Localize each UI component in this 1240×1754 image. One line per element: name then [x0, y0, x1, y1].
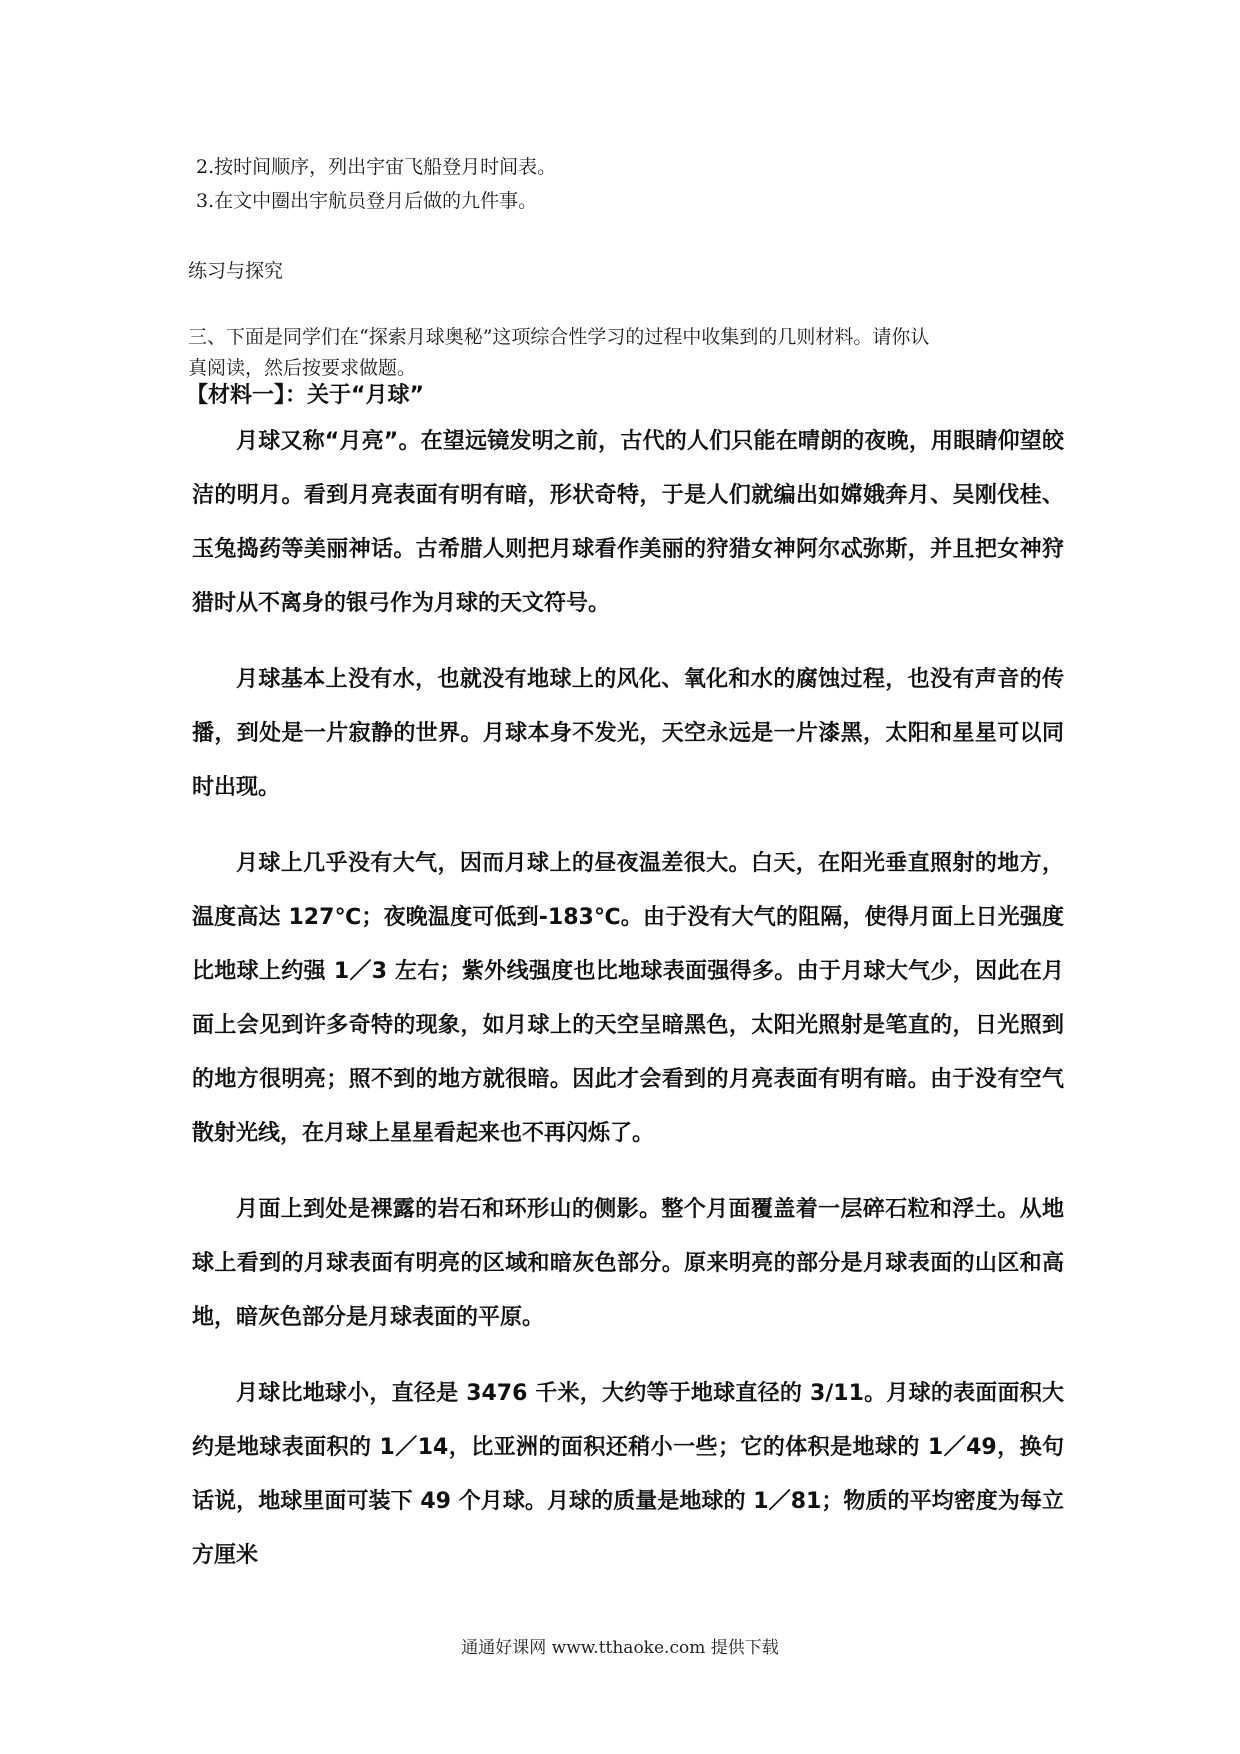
task-intro-line-1: 三、下面是同学们在“探索月球奥秘”这项综合性学习的过程中收集到的几则材料。请你认: [188, 326, 930, 348]
material-title: 【材料一】：关于“月球”: [186, 383, 424, 408]
question-2: 2.按时间顺序，列出宇宙飞船登月时间表。: [196, 156, 557, 178]
task-intro-line-2: 真阅读，然后按要求做题。: [188, 357, 417, 379]
article-body: [192, 415, 1064, 1583]
paragraph-4: 月面上到处是裸露的岩石和环形山的侧影。整个月面覆盖着一层碎石粒和浮土。从地球上看到的月球表面有明亮的区域和暗灰色部分。原来明亮的部分是月球表面的山区和高地，暗灰色部分是月球表面的平原。: [192, 1197, 1064, 1330]
section-heading: 练习与探究: [188, 260, 284, 282]
paragraph-1: 月球又称“月亮”。在望远镜发明之前，古代的人们只能在晴朗的夜晚，用眼睛仰望皎洁的明月。看到月亮表面有明有暗，形状奇特，于是人们就编出如嫦娥奔月、吴刚伐桂、玉兔捣药等美丽神话。古希腊人则把月球看作美丽的狩猎女神阿尔忒弥斯，并且把女神狩猎时从不离身的银弓作为月球的天文符号。: [192, 429, 1064, 616]
paragraph-2: 月球基本上没有水，也就没有地球上的风化、氧化和水的腐蚀过程，也没有声音的传播，到处是一片寂静的世界。月球本身不发光，天空永远是一片漆黑，太阳和星星可以同时出现。: [192, 667, 1064, 800]
footer-source: 通通好课网 www.tthaoke.com 提供下载: [461, 1638, 779, 1658]
paragraph-3: 月球上几乎没有大气，因而月球上的昼夜温差很大。白天，在阳光垂直照射的地方，温度高达 127℃；夜晚温度可低到-183℃。由于没有大气的阻隔，使得月面上日光强度比地球上约强 1／3 左右；紫外线强度也比地球表面强得多。由于月球大气少，因此在月面上会见到许多奇特的现象，如月球上的天空呈暗黑色，太阳光照射是笔直的，日光照到的地方很明亮；照不到的地方就很暗。因此才会看到的月亮表面有明有暗。由于没有空气散射光线，在月球上星星看起来也不再闪烁了。: [192, 851, 1064, 1146]
paragraph-5: 月球比地球小，直径是 3476 千米，大约等于地球直径的 3/11。月球的表面面积大约是地球表面积的 1／14，比亚洲的面积还稍小一些；它的体积是地球的 1／49，换句话说，地球里面可装下 49 个月球。月球的质量是地球的 1／81；物质的平均密度为每立方厘米: [192, 1381, 1064, 1568]
question-3: 3.在文中圈出宇航员登月后做的九件事。: [196, 190, 538, 212]
